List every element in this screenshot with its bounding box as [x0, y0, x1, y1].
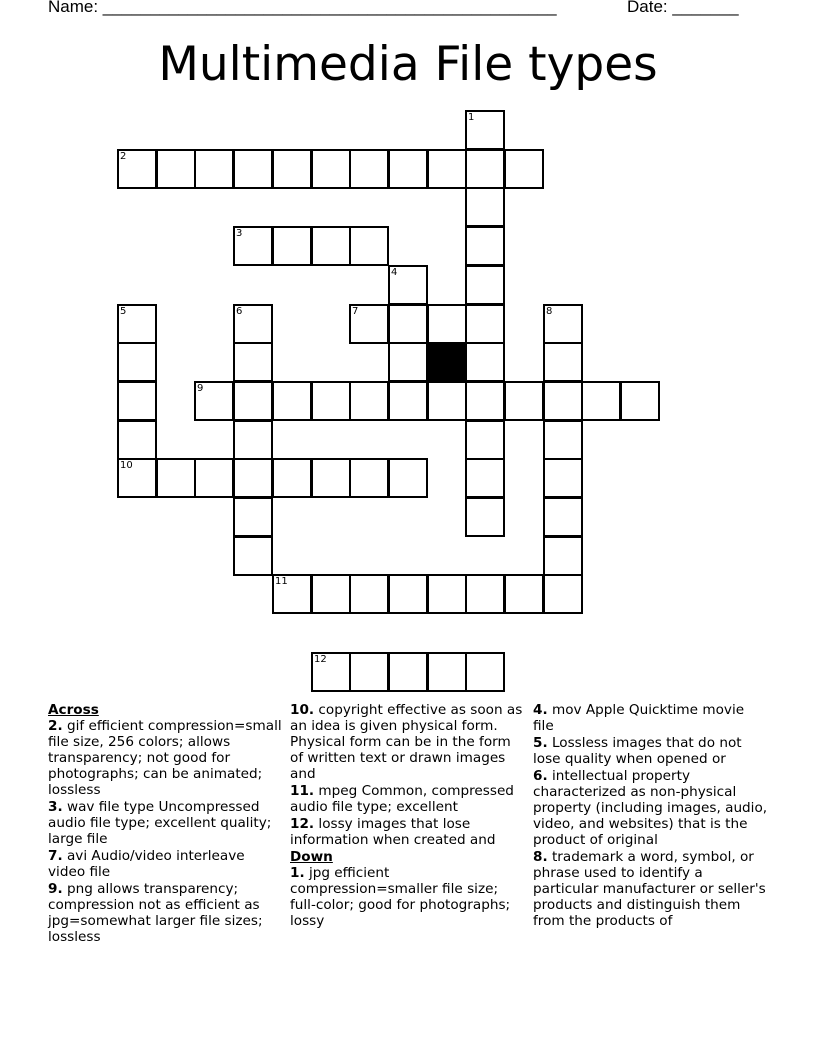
clue-text: png allows transparency; compression not as efficient as jpg=somewhat larger file sizes; lossless — [48, 881, 263, 945]
crossword-cell[interactable] — [465, 304, 505, 344]
clue-column-2 — [290, 702, 526, 930]
date-line: _______ — [672, 0, 739, 16]
clue-text: gif efficient compression=small file size, 256 colors; allows transparency; not good for photographs; can be animated; lossless — [48, 718, 282, 798]
clue-number: 2 — [120, 151, 127, 162]
crossword-cell[interactable] — [233, 226, 273, 266]
crossword-cell[interactable] — [388, 574, 428, 614]
crossword-cell[interactable] — [465, 149, 505, 189]
crossword-cell[interactable] — [543, 497, 583, 537]
crossword-cell[interactable] — [427, 574, 467, 614]
crossword-cell[interactable] — [543, 420, 583, 460]
crossword-cell[interactable] — [233, 536, 273, 576]
crossword-cell[interactable] — [543, 304, 583, 344]
crossword-cell[interactable] — [117, 304, 157, 344]
crossword-cell[interactable] — [427, 381, 467, 421]
clue-number: 7 — [352, 306, 359, 317]
crossword-cell[interactable] — [349, 381, 389, 421]
clue-text: Lossless images that do not lose quality when opened or — [533, 735, 742, 767]
crossword-cell[interactable] — [272, 381, 312, 421]
crossword-cell[interactable] — [349, 304, 389, 344]
crossword-cell[interactable] — [311, 652, 351, 692]
crossword-cell[interactable] — [427, 304, 467, 344]
clue-number: 4 — [391, 267, 398, 278]
clue-number: 1 — [468, 112, 475, 123]
crossword-cell[interactable] — [543, 458, 583, 498]
crossword-cell[interactable] — [465, 652, 505, 692]
crossword-cell[interactable] — [272, 574, 312, 614]
crossword-cell[interactable] — [156, 149, 196, 189]
crossword-cell[interactable] — [388, 381, 428, 421]
crossword-cell[interactable] — [465, 381, 505, 421]
crossword-cell[interactable] — [388, 265, 428, 305]
crossword-cell[interactable] — [388, 304, 428, 344]
page-title: Multimedia File types — [158, 37, 658, 92]
clue-number-label: 1. — [290, 865, 305, 881]
crossword-cell[interactable] — [388, 149, 428, 189]
clue-number-label: 7. — [48, 848, 63, 864]
clue-text: avi Audio/video interleave video file — [48, 848, 245, 880]
clue-number-label: 12. — [290, 816, 315, 832]
crossword-cell[interactable] — [233, 381, 273, 421]
clue-item — [290, 865, 526, 929]
clue-number-label: 10. — [290, 702, 315, 718]
clue-number: 11 — [275, 576, 288, 587]
date-label: Date: — [627, 0, 673, 16]
clue-item — [533, 702, 769, 734]
crossword-cell[interactable] — [465, 265, 505, 305]
crossword-cell[interactable] — [543, 342, 583, 382]
clue-number-label: 6. — [533, 768, 548, 784]
crossword-cell[interactable] — [117, 149, 157, 189]
crossword-cell[interactable] — [194, 458, 234, 498]
crossword-cell[interactable] — [388, 342, 428, 382]
crossword-cell[interactable] — [272, 149, 312, 189]
clue-item — [290, 783, 526, 815]
clue-number: 9 — [197, 383, 204, 394]
clue-number: 5 — [120, 306, 127, 317]
crossword-cell[interactable] — [349, 149, 389, 189]
crossword-cell[interactable] — [504, 149, 544, 189]
crossword-cell[interactable] — [311, 226, 351, 266]
crossword-cell[interactable] — [465, 226, 505, 266]
crossword-cell[interactable] — [233, 420, 273, 460]
crossword-cell[interactable] — [311, 381, 351, 421]
crossword-cell[interactable] — [427, 652, 467, 692]
clue-text: trademark a word, symbol, or phrase used to identify a particular manufacturer or seller's products and distinguish them from the products of — [533, 849, 766, 929]
crossword-cell[interactable] — [504, 381, 544, 421]
crossword-cell[interactable] — [543, 574, 583, 614]
crossword-cell[interactable] — [233, 149, 273, 189]
clue-text: mpeg Common, compressed audio file type; excellent — [290, 783, 514, 815]
crossword-cell[interactable] — [311, 149, 351, 189]
crossword-cell[interactable] — [504, 574, 544, 614]
name-label: Name: — [48, 0, 103, 16]
across-heading: Across — [48, 702, 99, 718]
clue-item — [290, 816, 526, 848]
clue-item — [533, 849, 769, 929]
crossword-cell[interactable] — [233, 497, 273, 537]
clue-number: 3 — [236, 228, 243, 239]
crossword-cell[interactable] — [117, 381, 157, 421]
crossword-cell[interactable] — [465, 342, 505, 382]
crossword-cell[interactable] — [465, 458, 505, 498]
clue-item — [533, 768, 769, 848]
clue-item — [48, 848, 282, 880]
clue-text: mov Apple Quicktime movie file — [533, 702, 745, 734]
crossword-cell[interactable] — [465, 420, 505, 460]
clue-number: 12 — [314, 654, 327, 665]
crossword-cell[interactable] — [465, 187, 505, 227]
crossword-cell[interactable] — [349, 226, 389, 266]
clue-item — [48, 718, 282, 798]
crossword-cell[interactable] — [117, 420, 157, 460]
crossword-cell[interactable] — [194, 381, 234, 421]
clue-text: lossy images that lose information when created and — [290, 816, 496, 848]
crossword-cell[interactable] — [311, 574, 351, 614]
clue-number-label: 3. — [48, 799, 63, 815]
clue-item — [48, 881, 282, 945]
clue-item — [48, 799, 282, 847]
clue-number: 6 — [236, 306, 243, 317]
crossword-cell[interactable] — [465, 574, 505, 614]
crossword-cell[interactable] — [349, 574, 389, 614]
crossword-cell[interactable] — [156, 458, 196, 498]
crossword-cell[interactable] — [117, 342, 157, 382]
crossword-cell[interactable] — [272, 226, 312, 266]
crossword-cell[interactable] — [388, 652, 428, 692]
crossword-cell[interactable] — [349, 458, 389, 498]
crossword-cell[interactable] — [349, 652, 389, 692]
crossword-cell[interactable] — [427, 149, 467, 189]
clue-text: copyright effective as soon as an idea is given physical form. Physical form can be in the form of written text or drawn images and — [290, 702, 523, 782]
crossword-cell[interactable] — [117, 458, 157, 498]
clue-text: jpg efficient compression=smaller file size; full-color; good for photographs; lossy — [290, 865, 511, 929]
crossword-cell[interactable] — [272, 458, 312, 498]
clue-item — [290, 702, 526, 782]
crossword-cell[interactable] — [465, 497, 505, 537]
black-cell — [427, 342, 467, 382]
clue-column-3 — [533, 702, 769, 930]
clue-column-1 — [48, 702, 282, 946]
clue-number-label: 11. — [290, 783, 315, 799]
clue-number-label: 2. — [48, 718, 63, 734]
clue-number-label: 9. — [48, 881, 63, 897]
crossword-cell[interactable] — [620, 381, 660, 421]
down-heading: Down — [290, 849, 333, 865]
crossword-cell[interactable] — [543, 536, 583, 576]
clue-number-label: 8. — [533, 849, 548, 865]
clue-number-label: 4. — [533, 702, 548, 718]
crossword-cell[interactable] — [194, 149, 234, 189]
crossword-cell[interactable] — [233, 458, 273, 498]
clue-number-label: 5. — [533, 735, 548, 751]
crossword-cell[interactable] — [233, 304, 273, 344]
clue-item — [533, 735, 769, 767]
clue-number: 10 — [120, 460, 133, 471]
clue-text: wav file type Uncompressed audio file type; excellent quality; large file — [48, 799, 272, 847]
clue-number: 8 — [546, 306, 553, 317]
crossword-cell[interactable] — [543, 381, 583, 421]
name-line: ________________________________________________ — [102, 0, 557, 16]
crossword-cell[interactable] — [581, 381, 621, 421]
crossword-cell[interactable] — [388, 458, 428, 498]
clue-text: intellectual property characterized as non-physical property (including images, audio, video, and websites) that is the product of original — [533, 768, 768, 848]
crossword-cell[interactable] — [233, 342, 273, 382]
crossword-cell[interactable] — [465, 110, 505, 150]
crossword-cell[interactable] — [311, 458, 351, 498]
